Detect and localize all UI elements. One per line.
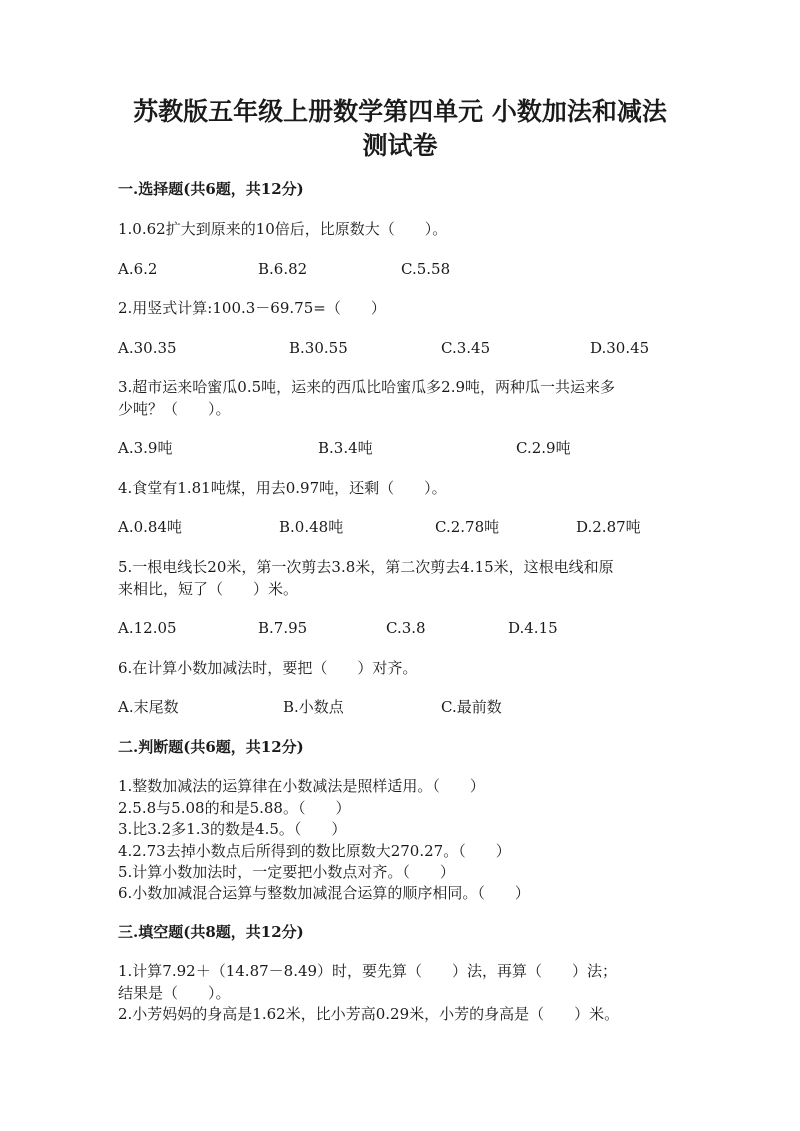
option-c[interactable]: C.3.8 [386,619,426,637]
question-4-options [118,516,688,538]
question-3: 3.超市运来哈蜜瓜0.5吨，运来的西瓜比哈蜜瓜多2.9吨，两种瓜一共运来多 [118,378,616,396]
option-a[interactable]: A.0.84吨 [118,518,182,536]
option-d[interactable]: D.4.15 [508,619,558,637]
section-heading-fill-blank: 三.填空题(共8题，共12分) [118,923,304,941]
page-title-line2: 测试卷 [362,131,438,160]
option-b[interactable]: B.30.55 [289,339,348,357]
option-a[interactable]: A.12.05 [118,619,177,637]
question-3-cont: 少吨？（ ）。 [118,400,231,418]
judgement-item-4: 4.2.73去掉小数点后所得到的数比原数大270.27。（ ） [118,842,511,860]
judgement-item-6: 6.小数加减混合运算与整数加减混合运算的顺序相同。（ ） [118,884,530,902]
option-c[interactable]: C.3.45 [441,339,491,357]
option-a[interactable]: A.3.9吨 [118,439,173,457]
option-b[interactable]: B.0.48吨 [279,518,344,536]
section-heading-judgement: 二.判断题(共6题，共12分) [118,738,304,756]
option-c[interactable]: C.2.78吨 [435,518,500,536]
fill-question-1-cont: 结果是（ ）。 [118,984,231,1002]
judgement-item-2: 2.5.8与5.08的和是5.88。（ ） [118,799,351,817]
question-1: 1.0.62扩大到原来的10倍后，比原数大（ ）。 [118,220,448,238]
option-a[interactable]: A.末尾数 [118,698,179,716]
judgement-item-5: 5.计算小数加法时，一定要把小数点对齐。（ ） [118,863,455,881]
fill-question-1: 1.计算7.92＋（14.87－8.49）时，要先算（ ）法，再算（ ）法； [118,962,618,980]
question-1-options [118,258,688,280]
question-5-cont: 来相比，短了（ ）米。 [118,580,299,598]
question-4: 4.食堂有1.81吨煤，用去0.97吨，还剩（ ）。 [118,479,447,497]
question-2: 2.用竖式计算:100.3－69.75=（ ） [118,299,386,317]
option-c[interactable]: C.5.58 [401,260,451,278]
option-a[interactable]: A.6.2 [118,260,158,278]
question-3-options [118,437,688,459]
question-2-options [118,337,688,359]
fill-question-2: 2.小芳妈妈的身高是1.62米，比小芳高0.29米，小芳的身高是（ ）米。 [118,1005,620,1023]
question-6: 6.在计算小数加减法时，要把（ ）对齐。 [118,659,418,677]
option-b[interactable]: B.6.82 [258,260,308,278]
section-heading-choice: 一.选择题(共6题，共12分) [118,180,304,198]
judgement-item-3: 3.比3.2多1.3的数是4.5。（ ） [118,820,347,838]
question-5: 5.一根电线长20米，第一次剪去3.8米，第二次剪去4.15米，这根电线和原 [118,558,614,576]
question-6-options [118,696,688,718]
option-d[interactable]: D.2.87吨 [576,518,641,536]
option-b[interactable]: B.3.4吨 [318,439,373,457]
option-d[interactable]: D.30.45 [590,339,650,357]
page-title: 苏教版五年级上册数学第四单元 小数加法和减法 [133,97,667,126]
judgement-item-1: 1.整数加减法的运算律在小数减法是照样适用。（ ） [118,777,485,795]
option-b[interactable]: B.7.95 [258,619,308,637]
question-5-options [118,617,688,639]
option-c[interactable]: C.2.9吨 [516,439,571,457]
option-c[interactable]: C.最前数 [441,698,502,716]
option-b[interactable]: B.小数点 [283,698,344,716]
option-a[interactable]: A.30.35 [118,339,177,357]
